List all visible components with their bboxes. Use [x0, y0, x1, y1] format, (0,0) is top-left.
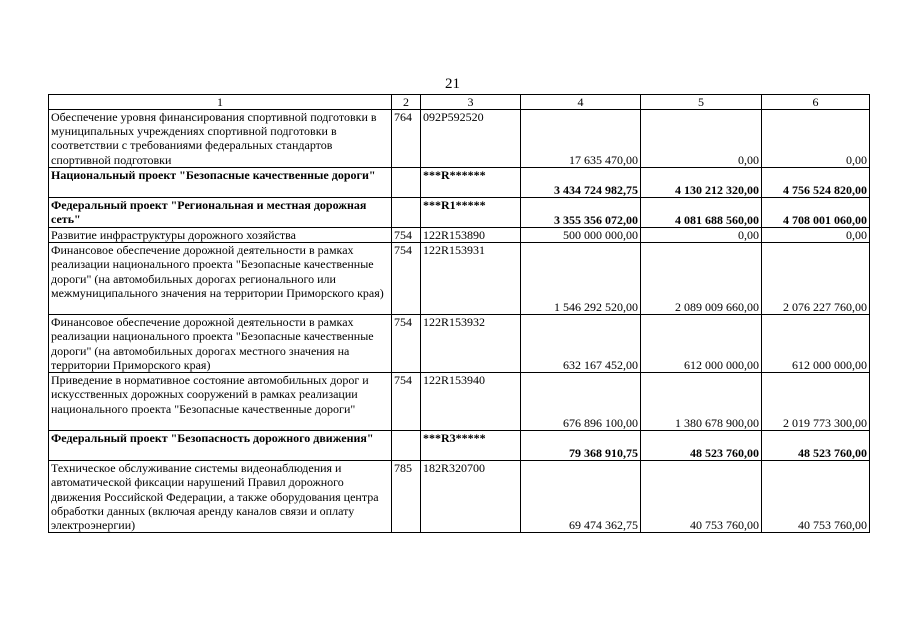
row-budget-code: 182R320700 [421, 461, 521, 533]
column-header-amount-3: 6 [762, 95, 870, 110]
row-amount-3: 48 523 760,00 [762, 431, 870, 461]
row-amount-1: 3 434 724 982,75 [521, 168, 641, 198]
row-amount-1: 17 635 470,00 [521, 110, 641, 168]
row-budget-code: ***R****** [421, 168, 521, 198]
row-admin-code [392, 431, 421, 461]
table-row [49, 431, 870, 461]
table-row [49, 168, 870, 198]
row-amount-3: 40 753 760,00 [762, 461, 870, 533]
row-budget-code: ***R3***** [421, 431, 521, 461]
column-header-amount-1: 4 [521, 95, 641, 110]
column-number-row [49, 95, 870, 110]
row-amount-1: 79 368 910,75 [521, 431, 641, 461]
row-amount-1: 69 474 362,75 [521, 461, 641, 533]
row-amount-2: 4 081 688 560,00 [641, 198, 762, 228]
row-amount-2: 0,00 [641, 110, 762, 168]
row-budget-code: 092P592520 [421, 110, 521, 168]
row-admin-code: 754 [392, 228, 421, 243]
row-amount-3: 2 019 773 300,00 [762, 373, 870, 431]
row-name: Национальный проект "Безопасные качественные дороги" [49, 168, 392, 198]
row-name: Федеральный проект "Региональная и местная дорожная сеть" [49, 198, 392, 228]
table-row [49, 198, 870, 228]
row-amount-1: 3 355 356 072,00 [521, 198, 641, 228]
row-amount-3: 612 000 000,00 [762, 315, 870, 373]
row-amount-1: 500 000 000,00 [521, 228, 641, 243]
table-row [49, 461, 870, 533]
table-row [49, 315, 870, 373]
row-admin-code [392, 168, 421, 198]
row-amount-3: 0,00 [762, 228, 870, 243]
row-budget-code: 122R153931 [421, 243, 521, 315]
row-amount-2: 0,00 [641, 228, 762, 243]
row-amount-2: 4 130 212 320,00 [641, 168, 762, 198]
table-row [49, 243, 870, 315]
column-header-code: 3 [421, 95, 521, 110]
row-admin-code: 754 [392, 315, 421, 373]
row-name: Развитие инфраструктуры дорожного хозяйства [49, 228, 392, 243]
row-name: Техническое обслуживание системы видеонаблюдения и автоматической фиксации нарушений Правил дорожного движения Российской Федерации, а также оборудования центра обработки данных (включая аренду каналов связи и оплату электроэнергии) [49, 461, 392, 533]
row-amount-2: 1 380 678 900,00 [641, 373, 762, 431]
row-amount-1: 676 896 100,00 [521, 373, 641, 431]
budget-table-body [49, 95, 870, 533]
row-name: Финансовое обеспечение дорожной деятельности в рамках реализации национального проекта "Безопасные качественные дороги" (на автомобильных дорогах местного значения на территории Приморского края) [49, 315, 392, 373]
row-admin-code [392, 198, 421, 228]
row-admin-code: 754 [392, 373, 421, 431]
column-header-amount-2: 5 [641, 95, 762, 110]
row-amount-3: 4 708 001 060,00 [762, 198, 870, 228]
row-amount-3: 4 756 524 820,00 [762, 168, 870, 198]
row-budget-code: ***R1***** [421, 198, 521, 228]
row-amount-3: 2 076 227 760,00 [762, 243, 870, 315]
row-name: Федеральный проект "Безопасность дорожного движения" [49, 431, 392, 461]
row-amount-2: 40 753 760,00 [641, 461, 762, 533]
row-amount-2: 48 523 760,00 [641, 431, 762, 461]
row-budget-code: 122R153932 [421, 315, 521, 373]
table-row [49, 228, 870, 243]
row-admin-code: 785 [392, 461, 421, 533]
row-amount-2: 612 000 000,00 [641, 315, 762, 373]
row-name: Финансовое обеспечение дорожной деятельности в рамках реализации национального проекта "Безопасные качественные дороги" (на автомобильных дорогах регионального или межмуниципального значения на территории Приморского края) [49, 243, 392, 315]
column-header-admin: 2 [392, 95, 421, 110]
row-amount-1: 632 167 452,00 [521, 315, 641, 373]
row-admin-code: 754 [392, 243, 421, 315]
table-row [49, 110, 870, 168]
row-admin-code: 764 [392, 110, 421, 168]
row-name: Обеспечение уровня финансирования спортивной подготовки в муниципальных учреждениях спортивной подготовки в соответствии с требованиями федеральных стандартов спортивной подготовки [49, 110, 392, 168]
row-amount-1: 1 546 292 520,00 [521, 243, 641, 315]
row-budget-code: 122R153940 [421, 373, 521, 431]
row-amount-2: 2 089 009 660,00 [641, 243, 762, 315]
row-name: Приведение в нормативное состояние автомобильных дорог и искусственных дорожных сооружений в рамках реализации национального проекта "Безопасные качественные дороги" [49, 373, 392, 431]
row-budget-code: 122R153890 [421, 228, 521, 243]
row-amount-3: 0,00 [762, 110, 870, 168]
budget-table [48, 94, 870, 533]
column-header-name: 1 [49, 95, 392, 110]
table-row [49, 373, 870, 431]
page-number: 21 [445, 76, 460, 92]
